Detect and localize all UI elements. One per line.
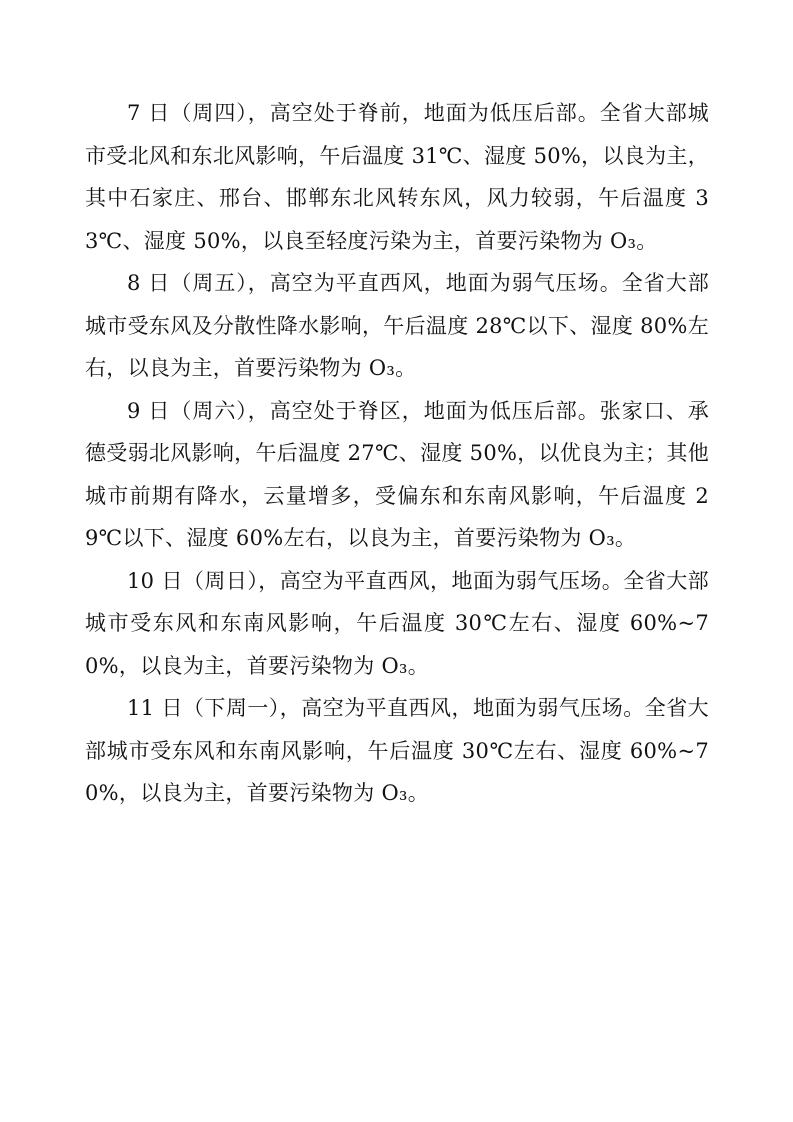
forecast-paragraph-day8: 8 日（周五），高空为平直西风，地面为弱气压场。全省大部城市受东风及分散性降水影响，午后温度 28℃以下、湿度 80%左右，以良为主，首要污染物为 O₃。 [85,271,709,380]
document-body [85,92,709,815]
forecast-paragraph-day7: 7 日（周四），高空处于脊前，地面为低压后部。全省大部城市受北风和东北风影响，午后温度 31℃、湿度 50%，以良为主，其中石家庄、邢台、邯郸东北风转东风，风力较弱，午后温度 33℃、湿度 50%，以良至轻度污染为主，首要污染物为 O₃。 [85,101,709,253]
forecast-paragraph-day10: 10 日（周日），高空为平直西风，地面为弱气压场。全省大部城市受东风和东南风影响，午后温度 30℃左右、湿度 60%~70%，以良为主，首要污染物为 O₃。 [85,568,709,678]
forecast-paragraph-day11: 11 日（下周一），高空为平直西风，地面为弱气压场。全省大部城市受东风和东南风影响，午后温度 30℃左右、湿度 60%~70%，以良为主，首要污染物为 O₃。 [85,696,709,805]
forecast-paragraph-day9: 9 日（周六），高空处于脊区，地面为低压后部。张家口、承德受弱北风影响，午后温度 27℃、湿度 50%，以优良为主；其他城市前期有降水，云量增多，受偏东和东南风影响，午后温度 29℃以下、湿度 60%左右，以良为主，首要污染物为 O₃。 [85,398,709,550]
